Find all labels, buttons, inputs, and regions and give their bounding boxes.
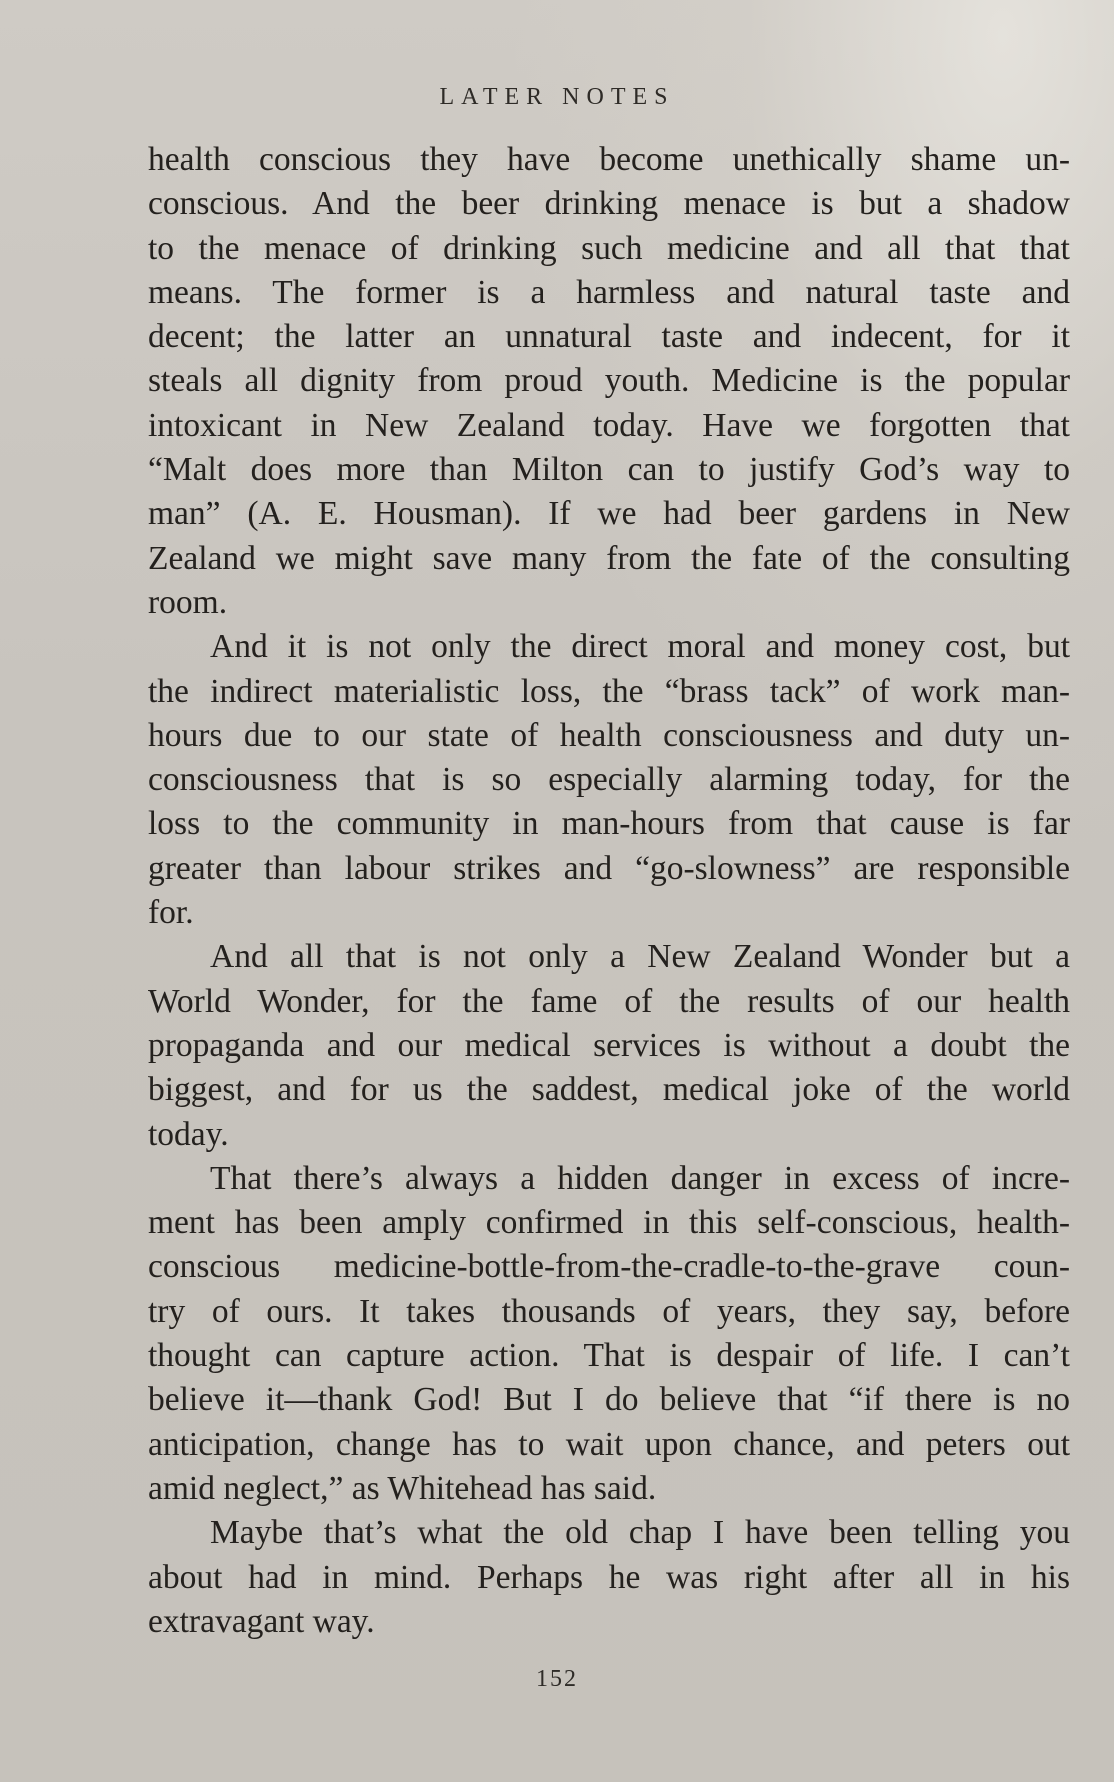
text-line: propaganda and our medical services is without a doubt the <box>148 1026 1070 1064</box>
paragraph <box>148 1157 1070 1511</box>
running-head: LATER NOTES <box>439 84 675 110</box>
text-line: believe it—thank God! But I do believe that “if there is no <box>148 1381 1070 1419</box>
text-line: amid neglect,” as Whitehead has said. <box>148 1469 657 1507</box>
text-line: anticipation, change has to wait upon chance, and peters out <box>148 1425 1070 1463</box>
text-line: the indirect materialistic loss, the “brass tack” of work man- <box>148 672 1070 710</box>
text-line: steals all dignity from proud youth. Medicine is the popular <box>148 362 1070 400</box>
text-line: That there’s always a hidden danger in excess of incre- <box>210 1159 1070 1197</box>
text-line: thought can capture action. That is despair of life. I can’t <box>148 1337 1070 1375</box>
text-line: man” (A. E. Housman). If we had beer gardens in New <box>148 495 1070 533</box>
text-line: Zealand we might save many from the fate of the consulting <box>148 539 1070 577</box>
text-line: extravagant way. <box>148 1602 375 1640</box>
page-number: 152 <box>536 1666 578 1692</box>
text-line: health conscious they have become unethically shame un- <box>148 141 1070 178</box>
text-line: about had in mind. Perhaps he was right after all in his <box>148 1558 1070 1596</box>
paragraph <box>148 935 1070 1156</box>
text-line: And all that is not only a New Zealand Wonder but a <box>210 938 1070 976</box>
text-line: “Malt does more than Milton can to justify God’s way to <box>148 451 1070 489</box>
text-line: hours due to our state of health consciousness and duty un- <box>148 716 1070 754</box>
text-line: greater than labour strikes and “go-slowness” are responsible <box>148 849 1070 887</box>
text-line: conscious. And the beer drinking menace is but a shadow <box>148 185 1070 223</box>
text-line: to the menace of drinking such medicine and all that that <box>148 229 1070 267</box>
text-line: room. <box>148 583 228 621</box>
text-line: for. <box>148 894 194 932</box>
text-line: try of ours. It takes thousands of years, they say, before <box>148 1292 1070 1330</box>
text-line: Maybe that’s what the old chap I have been telling you <box>210 1514 1070 1552</box>
paragraph <box>148 138 1070 625</box>
body-text <box>148 138 1070 1644</box>
text-line: And it is not only the direct moral and money cost, but <box>210 628 1070 666</box>
text-line: decent; the latter an unnatural taste and indecent, for it <box>148 318 1070 356</box>
paragraph <box>148 1511 1070 1644</box>
text-line: conscious medicine-bottle-from-the-cradle-to-the-grave coun- <box>148 1248 1070 1286</box>
text-line: means. The former is a harmless and natural taste and <box>148 273 1070 311</box>
text-line: consciousness that is so especially alarming today, for the <box>148 761 1070 799</box>
text-line: World Wonder, for the fame of the results of our health <box>148 982 1070 1020</box>
text-line: ment has been amply confirmed in this self-conscious, health- <box>148 1204 1070 1242</box>
paragraph <box>148 625 1070 935</box>
text-line: loss to the community in man-hours from that cause is far <box>148 805 1070 843</box>
text-line: today. <box>148 1115 229 1153</box>
text-line: biggest, and for us the saddest, medical joke of the world <box>148 1071 1070 1109</box>
text-line: intoxicant in New Zealand today. Have we forgotten that <box>148 406 1070 444</box>
